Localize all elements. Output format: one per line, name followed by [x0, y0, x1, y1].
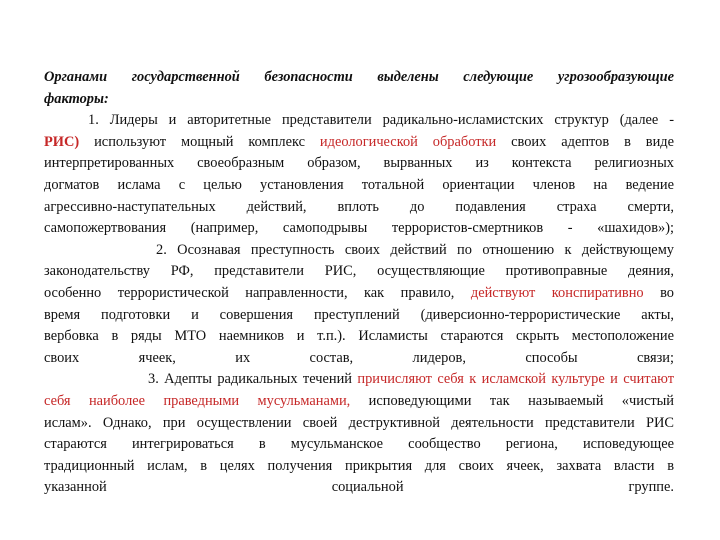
- text-run: своих адептов в виде: [496, 133, 675, 150]
- text-line: [44, 413, 674, 435]
- text-run: 3. Адепты радикальных течений: [148, 371, 358, 388]
- text-run: 2. Осознавая преступность своих действий по отношению к действующему: [156, 241, 674, 258]
- text-run: стараются интегрироваться в мусульманское сообщество региона, исповедующее: [44, 436, 674, 453]
- text-run: исповедующими так называемый «чистый: [350, 392, 674, 409]
- text-run: ислам». Однако, при осуществлении своей деструктивной деятельности представители РИС: [44, 414, 674, 431]
- highlighted-phrase: действуют конспиративно: [470, 284, 644, 301]
- text-run: указанной социальной группе.: [44, 479, 674, 496]
- text-run: 1. Лидеры и авторитетные представители радикально-исламистских структур (далее -: [88, 112, 674, 129]
- text-run: самопожертвования (например, самоподрывы террористов-смертников - «шахидов»);: [44, 220, 674, 237]
- text-run: вербовка в ряды МТО наемников и т.п.). Исламисты стараются скрыть местоположение: [44, 328, 674, 345]
- text-run: во: [643, 284, 674, 301]
- text-line: [44, 326, 674, 348]
- text-line: [44, 67, 674, 89]
- text-run: интерпретированных своеобразным образом, вырванных из контекста религиозных: [44, 155, 674, 172]
- text-line: [44, 153, 674, 175]
- text-run: агрессивно-наступательных действий, вплоть до подавления страха смерти,: [44, 198, 674, 215]
- intro-heading: Органами государственной безопасности выделены следующие угрозообразующие: [44, 69, 674, 85]
- highlighted-phrase: идеологической обработки: [319, 133, 497, 150]
- text-line: [44, 283, 674, 305]
- text-line: [44, 456, 674, 478]
- text-run: законодательству РФ, представители РИС, осуществляющие противоправные деяния,: [44, 263, 674, 280]
- text-line: [44, 261, 674, 283]
- text-line: [44, 197, 674, 219]
- text-run: время подготовки и совершения преступлений (диверсионно-террористические акты,: [44, 306, 674, 323]
- text-line: [44, 175, 674, 197]
- text-run: особенно террористической направленности, как правило,: [44, 284, 471, 301]
- highlighted-phrase: причисляют себя к исламской культуре и считают: [357, 371, 674, 388]
- text-line: [44, 391, 674, 413]
- text-run: своих ячеек, их состав, лидеров, способы связи;: [44, 349, 674, 366]
- text-line: [44, 110, 674, 132]
- text-line: [44, 132, 674, 154]
- text-line: [44, 348, 674, 370]
- highlighted-abbreviation: РИС): [44, 133, 80, 150]
- text-line: [44, 305, 674, 327]
- text-line: [44, 240, 674, 262]
- text-line: [44, 477, 674, 499]
- text-run: традиционный ислам, в целях получения прикрытия для своих ячеек, захвата власти в: [44, 457, 674, 474]
- intro-heading: факторы:: [44, 90, 109, 107]
- body-text: [44, 67, 674, 499]
- text-line: [44, 434, 674, 456]
- text-line: [44, 89, 674, 111]
- text-run: догматов ислама с целью установления тотальной ориентации членов на ведение: [44, 176, 674, 193]
- highlighted-phrase: себя наиболее праведными мусульманами,: [44, 392, 351, 409]
- text-line: [44, 369, 674, 391]
- text-run: используют мощный комплекс: [79, 133, 320, 150]
- text-line: [44, 218, 674, 240]
